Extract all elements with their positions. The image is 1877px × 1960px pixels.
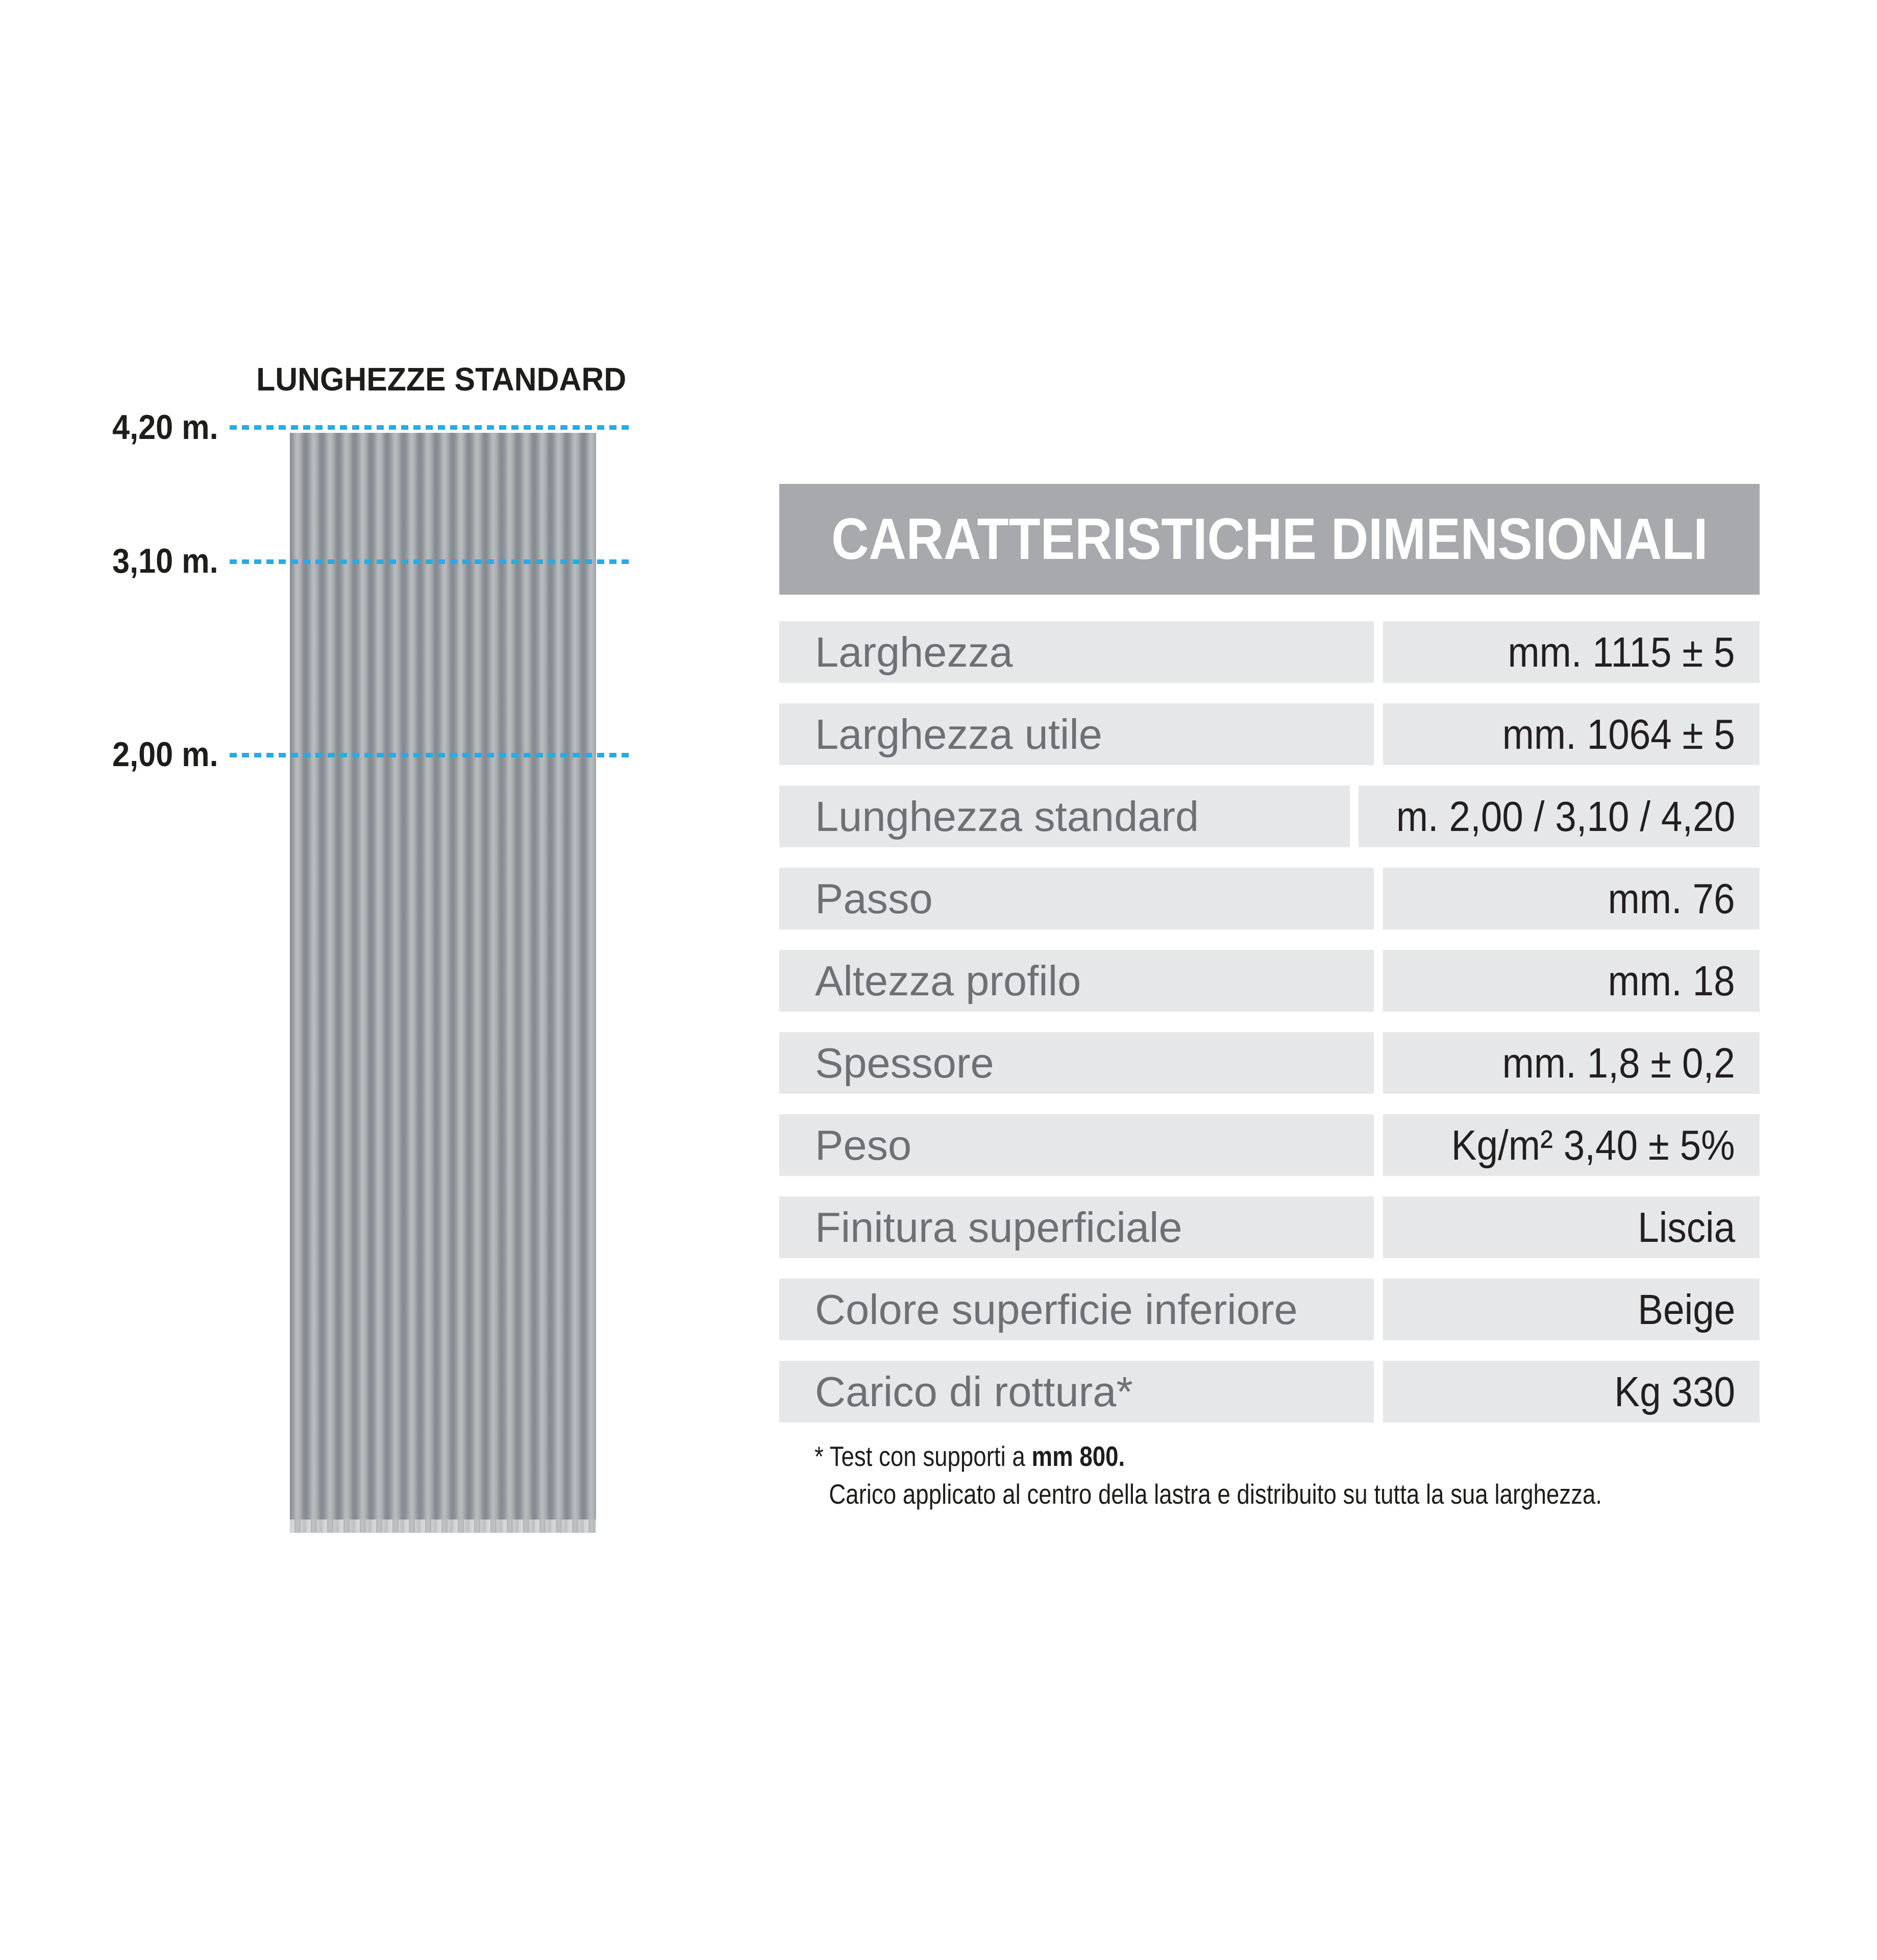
row-value-cell — [1383, 1196, 1760, 1258]
table-header-bar — [779, 484, 1760, 595]
row-value-cell — [1383, 621, 1760, 683]
cell-divider — [1374, 1279, 1383, 1340]
row-value: Beige — [1637, 1285, 1735, 1333]
row-label: Altezza profilo — [815, 957, 1081, 1004]
sheet-bottom-edge — [290, 1520, 596, 1533]
row-label: Lunghezza standard — [815, 792, 1199, 840]
row-value: mm. 18 — [1608, 957, 1735, 1004]
row-value: Kg/m² 3,40 ± 5% — [1451, 1121, 1735, 1169]
length-marker-label-200 — [66, 734, 218, 775]
row-label-cell — [779, 1196, 1374, 1258]
table-row — [779, 868, 1760, 929]
dimensional-characteristics-table — [779, 484, 1760, 1443]
footnote-bold-text: mm 800. — [1031, 1440, 1125, 1472]
row-label-cell — [779, 1361, 1374, 1423]
cell-divider — [1374, 1032, 1383, 1094]
footnote-text: * Test con supporti a — [814, 1440, 1032, 1472]
row-value-cell — [1383, 950, 1760, 1012]
length-marker-label-310 — [66, 541, 218, 581]
footnote-line-2: Carico applicato al centro della lastra e distribuito su tutta la sua larghezza. — [829, 1478, 1602, 1510]
cell-divider — [1374, 621, 1383, 683]
length-marker-label-420 — [66, 407, 218, 448]
row-value: mm. 1,8 ± 0,2 — [1502, 1039, 1735, 1087]
table-row — [779, 703, 1760, 765]
dashed-length-line-200 — [230, 753, 634, 757]
row-value: mm. 76 — [1608, 874, 1735, 922]
row-label-cell — [779, 1114, 1374, 1176]
row-label-cell — [779, 1032, 1374, 1094]
row-value: Liscia — [1638, 1203, 1735, 1251]
row-label-cell — [779, 786, 1350, 847]
row-label-cell — [779, 950, 1374, 1012]
table-row — [779, 1361, 1760, 1423]
cell-divider — [1374, 703, 1383, 765]
row-label-cell — [779, 868, 1374, 929]
footnote-line-1 — [814, 1437, 1602, 1475]
cell-divider — [1350, 786, 1359, 847]
length-marker-text: 4,20 m. — [112, 408, 218, 447]
cell-divider — [1374, 1196, 1383, 1258]
row-value-cell — [1383, 1114, 1760, 1176]
row-value-cell — [1383, 1279, 1760, 1340]
dashed-length-line-420 — [230, 425, 634, 430]
table-row — [779, 1032, 1760, 1094]
row-value-cell — [1359, 786, 1760, 847]
table-header-title: CARATTERISTICHE DIMENSIONALI — [831, 507, 1708, 572]
row-label: Colore superficie inferiore — [815, 1285, 1298, 1333]
cell-divider — [1374, 868, 1383, 929]
row-label: Finitura superficiale — [815, 1203, 1182, 1251]
cell-divider — [1374, 950, 1383, 1012]
row-value-cell — [1383, 868, 1760, 929]
table-row — [779, 950, 1760, 1012]
length-marker-text: 3,10 m. — [112, 542, 218, 580]
table-row — [779, 1114, 1760, 1176]
row-label: Larghezza — [815, 628, 1013, 676]
cell-divider — [1374, 1361, 1383, 1423]
corrugated-sheet-illustration — [290, 433, 596, 1533]
row-label-cell — [779, 621, 1374, 683]
row-value: Kg 330 — [1614, 1367, 1735, 1415]
table-row — [779, 1279, 1760, 1340]
table-footnote — [814, 1437, 1763, 1513]
table-row — [779, 1196, 1760, 1258]
row-value: mm. 1115 ± 5 — [1508, 628, 1735, 676]
table-row — [779, 786, 1760, 847]
table-row — [779, 621, 1760, 683]
row-label: Spessore — [815, 1039, 994, 1087]
diagram-title — [189, 360, 694, 398]
cell-divider — [1374, 1114, 1383, 1176]
row-value: m. 2,00 / 3,10 / 4,20 — [1396, 792, 1735, 840]
dashed-length-line-310 — [230, 559, 634, 564]
row-label: Carico di rottura* — [815, 1367, 1133, 1415]
row-value: mm. 1064 ± 5 — [1502, 710, 1735, 758]
diagram-title-text: LUNGHEZZE STANDARD — [256, 361, 627, 398]
row-label: Larghezza utile — [815, 710, 1102, 758]
row-label: Peso — [815, 1121, 912, 1169]
row-value-cell — [1383, 1032, 1760, 1094]
row-label: Passo — [815, 874, 933, 922]
row-value-cell — [1383, 703, 1760, 765]
row-value-cell — [1383, 1361, 1760, 1423]
length-marker-text: 2,00 m. — [112, 735, 218, 774]
row-label-cell — [779, 703, 1374, 765]
row-label-cell — [779, 1279, 1374, 1340]
